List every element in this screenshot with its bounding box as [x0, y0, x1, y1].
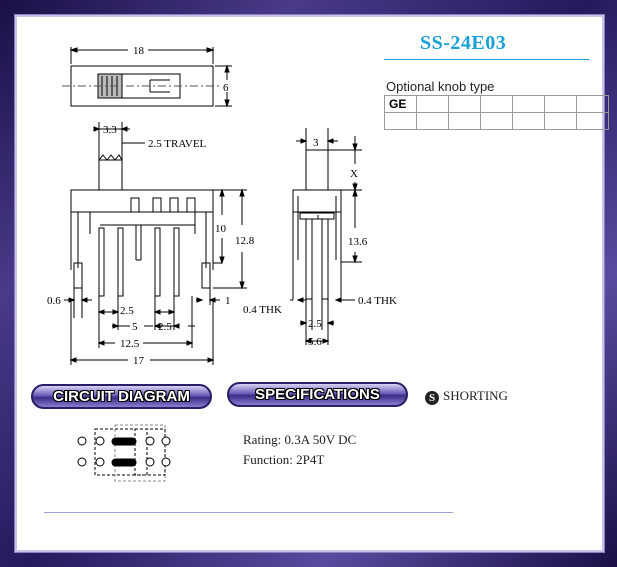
dim-17: 17	[133, 355, 144, 367]
bottom-divider	[44, 512, 453, 513]
knob-cell	[385, 113, 417, 130]
shorting-icon: S	[425, 391, 439, 405]
dim-6: 6	[223, 82, 229, 94]
top-view	[62, 47, 232, 106]
dim-3-3: 3.3	[103, 124, 117, 136]
dim-3: 3	[313, 137, 319, 149]
knob-cell	[577, 113, 609, 130]
dim-12-5: 12.5	[120, 338, 140, 350]
dim-5-6: 5.6	[308, 336, 322, 348]
knob-type-title: Optional knob type	[386, 79, 495, 94]
dim-thk-right: 0.4 THK	[358, 295, 397, 307]
knob-cell	[449, 113, 481, 130]
dim-travel: 2.5 TRAVEL	[148, 138, 207, 150]
shorting-label: SHORTING	[443, 388, 508, 403]
spec-rating: Rating: 0.3A 50V DC	[243, 432, 357, 447]
circuit-diagram	[78, 425, 170, 481]
dim-2-5-a: 2.5	[120, 305, 134, 317]
specifications-label: SPECIFICATIONS	[255, 386, 380, 403]
dim-10: 10	[215, 223, 226, 235]
knob-cell: GE	[385, 96, 417, 113]
shorting-indicator	[425, 388, 508, 405]
dim-5: 5	[132, 321, 138, 333]
knob-cell	[545, 113, 577, 130]
dim-thk-left: 0.4 THK	[243, 304, 282, 316]
model-title: SS-24E03	[420, 32, 507, 54]
circuit-diagram-button[interactable]	[31, 384, 212, 409]
specifications-button[interactable]	[227, 382, 408, 407]
dim-x: X	[350, 168, 358, 180]
dim-12-8: 12.8	[235, 235, 255, 247]
front-view	[64, 122, 247, 365]
knob-cell	[577, 96, 609, 113]
circuit-diagram-label: CIRCUIT DIAGRAM	[53, 388, 190, 405]
dim-side-2-5: 2.5	[308, 318, 322, 330]
model-underline	[384, 59, 589, 60]
dim-2-5-b: 2.5	[158, 321, 172, 333]
knob-cell	[545, 96, 577, 113]
knob-cell	[481, 113, 513, 130]
knob-cell	[417, 96, 449, 113]
dim-1: 1	[225, 295, 231, 307]
dim-0-6: 0.6	[47, 295, 61, 307]
knob-type-table	[384, 95, 609, 130]
dim-18: 18	[133, 45, 144, 57]
knob-cell	[417, 113, 449, 130]
dim-13-6: 13.6	[348, 236, 368, 248]
knob-cell	[513, 96, 545, 113]
knob-cell	[481, 96, 513, 113]
knob-cell	[513, 113, 545, 130]
knob-cell	[449, 96, 481, 113]
spec-function: Function: 2P4T	[243, 452, 325, 467]
